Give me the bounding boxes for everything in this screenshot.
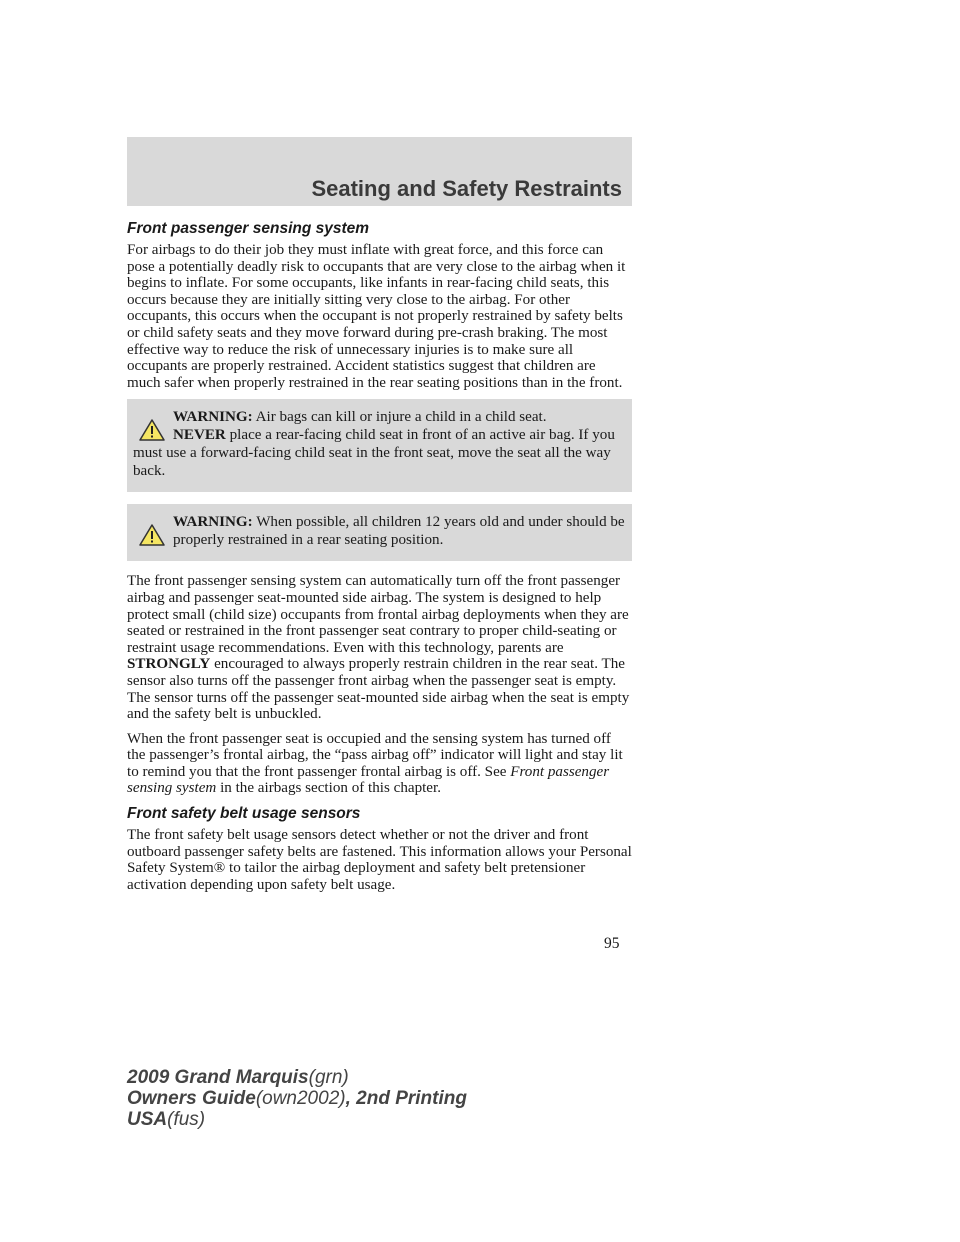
- paragraph-airbag-force: For airbags to do their job they must inflate with great force, and this force can pose a potentially deadly risk to occupants that are very close to the airbag when it begins to inflate. For some occupants, like infants in rear-facing child seats, this occurs because they are initially sitting very close to the airbag. For other occupants, this occurs when the occupant is not properly restrained by safety belts or child safety seats and they move forward during pre-crash braking. The most effective way to reduce the risk of unnecessary injuries is to make sure all occupants are properly restrained. Accident statistics suggest that children are much safer when properly restrained in the rear seating positions than in the front.: [127, 242, 626, 391]
- footer-model-code: (grn): [308, 1067, 349, 1088]
- text-part: encouraged to always properly restrain children in the rear seat. The sensor also turns off the passenger front airbag when the passenger seat is empty. The sensor turns off the passenger seat-mounted side airbag when the seat is empty and the safety belt is unbuckled.: [127, 656, 630, 723]
- warning-text-a: Air bags can kill or injure a child in a child seat.: [255, 409, 547, 426]
- strongly-term: STRONGLY: [127, 656, 211, 673]
- warning-triangle-icon: [139, 419, 165, 441]
- warning-label: WARNING:: [173, 409, 253, 426]
- text-part: in the airbags section of this chapter.: [220, 780, 441, 797]
- cross-reference: Front passenger sensing system: [127, 763, 610, 797]
- page-content: [127, 220, 632, 901]
- paragraph-sensing-system: [127, 573, 632, 722]
- warning-box-children-rear: [127, 504, 632, 561]
- text-part: The front passenger sensing system can automatically turn off the front passenger airbag and passenger seat-mounted side airbag. The system is designed to help protect small (child size) occupants from frontal airbag deployments when they are seated or restrained in the front passenger seat contrary to proper child-seating or restraint usage recommendations. Even with this technology, parents are: [127, 573, 629, 656]
- warning-box-child-seat: [127, 399, 632, 492]
- heading-front-passenger-sensing: Front passenger sensing system: [127, 220, 370, 237]
- page-number: 95: [604, 935, 620, 952]
- print-footer: [127, 1067, 467, 1130]
- warning-text-b: place a rear-facing child seat in front of an active air bag. If you must use a forward-facing child seat in the front seat, move the seat all the way back.: [133, 427, 615, 480]
- never-term: NEVER: [173, 427, 226, 444]
- footer-printing: , 2nd Printing: [345, 1088, 467, 1109]
- footer-model: 2009 Grand Marquis: [127, 1067, 309, 1088]
- warning-text: When possible, all children 12 years old and under should be properly restrained in a rear seating position.: [173, 514, 625, 549]
- warning-label: WARNING:: [173, 514, 253, 531]
- footer-market-code: (fus): [167, 1109, 206, 1130]
- footer-guide-code: (own2002): [255, 1088, 346, 1109]
- text-part: When the front passenger seat is occupied and the sensing system has turned off the passenger’s frontal airbag, the “pass airbag off” indicator will light and stay lit to remind you that the front passenger frontal airbag is off. See: [127, 730, 623, 780]
- footer-market: USA: [127, 1109, 168, 1130]
- section-title: Seating and Safety Restraints: [311, 176, 622, 201]
- paragraph-pass-airbag-off: [127, 731, 632, 797]
- footer-guide: Owners Guide: [127, 1088, 256, 1109]
- warning-text-child-seat: [133, 408, 626, 480]
- warning-triangle-icon: [139, 524, 165, 546]
- paragraph-belt-sensors: The front safety belt usage sensors detect whether or not the driver and front outboard passenger safety belts are fastened. This information allows your Personal Safety System® to tailor the airbag deployment and safety belt pretensioner activation depending upon safety belt usage.: [127, 827, 632, 893]
- heading-safety-belt-sensors: Front safety belt usage sensors: [127, 805, 361, 823]
- section-header-band: [127, 137, 632, 206]
- warning-text-children-rear: [133, 513, 626, 549]
